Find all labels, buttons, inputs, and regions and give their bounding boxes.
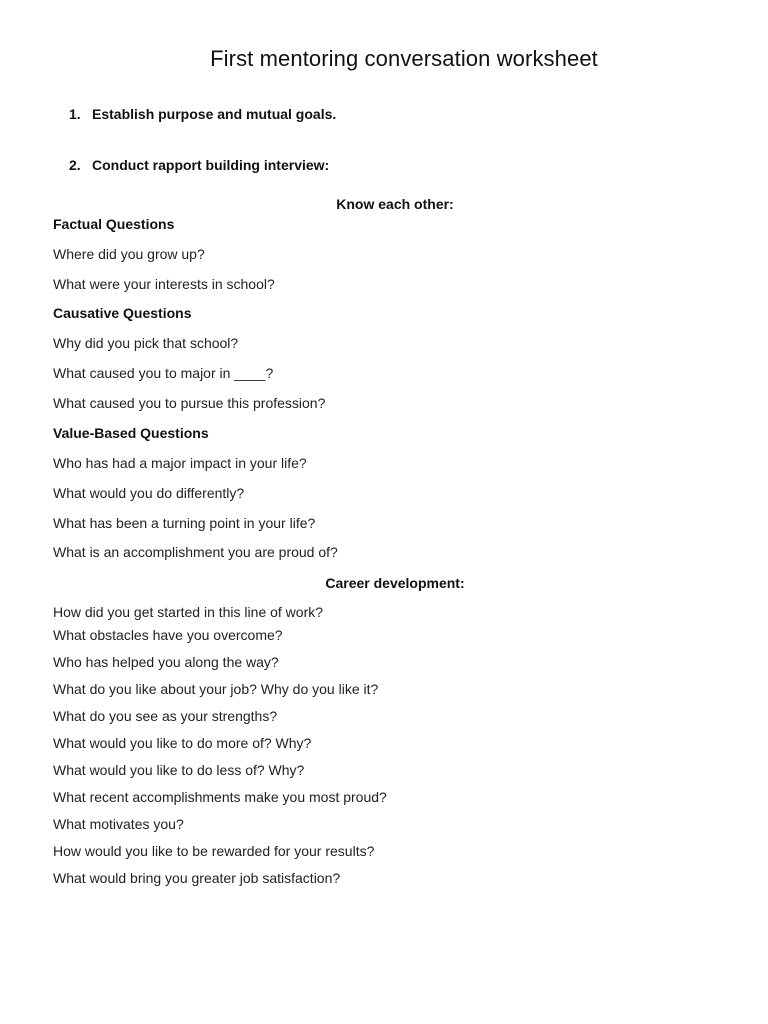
question-item: What caused you to pursue this profession? xyxy=(53,395,326,411)
step-2 xyxy=(69,157,329,173)
question-item: What would you like to do more of? Why? xyxy=(53,735,312,751)
question-item: Who has had a major impact in your life? xyxy=(53,455,307,471)
question-item: What motivates you? xyxy=(53,816,184,832)
question-item: Who has helped you along the way? xyxy=(53,654,279,670)
question-item: What obstacles have you overcome? xyxy=(53,627,283,643)
question-item: What do you see as your strengths? xyxy=(53,708,278,724)
know-each-other-heading: Know each other: xyxy=(336,196,454,212)
question-item: What would you do differently? xyxy=(53,485,245,501)
question-item: Why did you pick that school? xyxy=(53,335,239,351)
section-title: Value-Based Questions xyxy=(53,425,209,441)
question-item: What recent accomplishments make you most proud? xyxy=(53,789,387,805)
step-text: Establish purpose and mutual goals. xyxy=(92,106,337,122)
question-item: What do you like about your job? Why do you like it? xyxy=(53,681,379,697)
step-number: 1. xyxy=(69,106,81,122)
step-1 xyxy=(69,106,336,122)
question-item: What is an accomplishment you are proud of? xyxy=(53,544,338,560)
question-item: Where did you grow up? xyxy=(53,246,205,262)
question-item: What caused you to major in ____? xyxy=(53,365,274,381)
step-text: Conduct rapport building interview: xyxy=(92,157,330,173)
question-item: How did you get started in this line of work? xyxy=(53,604,324,620)
question-item: What were your interests in school? xyxy=(53,276,275,292)
question-item: What would bring you greater job satisfaction? xyxy=(53,870,341,886)
question-item: What has been a turning point in your life? xyxy=(53,515,316,531)
career-development-heading: Career development: xyxy=(325,575,465,591)
step-number: 2. xyxy=(69,157,81,173)
question-item: What would you like to do less of? Why? xyxy=(53,762,305,778)
section-title: Factual Questions xyxy=(53,216,175,232)
question-item: How would you like to be rewarded for your results? xyxy=(53,843,375,859)
page-title: First mentoring conversation worksheet xyxy=(210,46,598,71)
section-title: Causative Questions xyxy=(53,305,192,321)
